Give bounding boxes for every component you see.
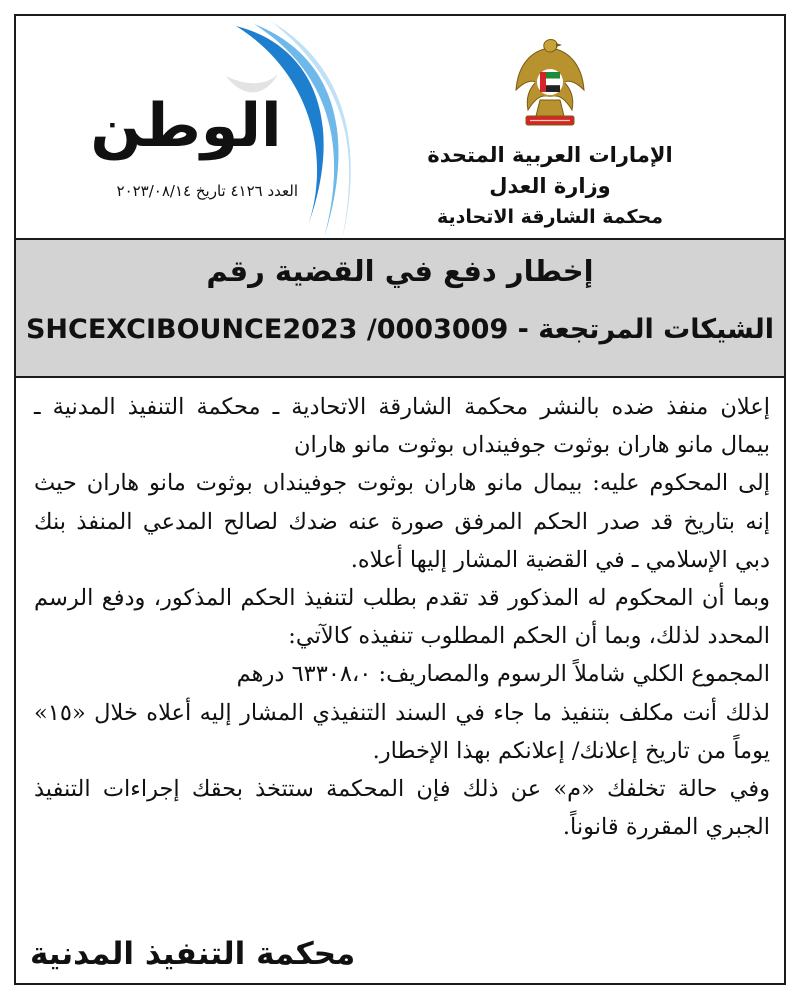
uae-emblem-icon [512, 38, 588, 130]
signature-court: محكمة التنفيذ المدنية [30, 936, 356, 972]
notice-frame [14, 14, 786, 985]
body-paragraph: المجموع الكلي شاملاً الرسوم والمصاريف: ٦٣٣٠٨،٠ درهم [236, 661, 770, 688]
ministry-name: وزارة العدل [489, 174, 611, 198]
body-paragraph: لذلك أنت مكلف بتنفيذ ما جاء في السند التنفيذي المشار إليه أعلاه خلال «١٥» يوماً من تاريخ إعلانك/ إعلانكم بهذا الإخطار. [34, 699, 770, 764]
body-paragraph: وبما أن المحكوم له المذكور قد تقدم بطلب لتنفيذ الحكم المذكور، ودفع الرسم المحدد لذلك، وبما أن الحكم المطلوب تنفيذه كالآتي: [34, 585, 770, 650]
title-band [16, 238, 784, 378]
body-paragraph: إعلان منفذ ضده بالنشر محكمة الشارقة الاتحادية ـ محكمة التنفيذ المدنية ـ بيمال مانو هاران بوثوت جوفينداں بوثوت مانو هاران [34, 394, 770, 459]
court-name: محكمة الشارقة الاتحادية [436, 206, 664, 228]
newspaper-name: الوطن [90, 91, 282, 161]
body-paragraph: إلى المحكوم عليه: بيمال مانو هاران بوثوت جوفينداں بوثوت مانو هاران حيث إنه بتاريخ قد صدر الحكم المرفق صورة عنه ضدك لصالح المدعي المنفذ بنك دبي الإسلامي ـ في القضية المشار إليها أعلاه. [34, 470, 770, 573]
body-paragraph: وفي حالة تخلفك «م» عن ذلك فإن المحكمة ستتخذ بحقك إجراءات التنفيذ الجبري المقررة قانوناً. [34, 776, 770, 841]
notice-title: إخطار دفع في القضية رقم [206, 254, 594, 288]
case-number-title: SHCEXCIBOUNCE2023 /0003009 - الشيكات المرتجعة [25, 314, 774, 345]
issue-date-line: العدد ٤١٢٦ تاريخ ٢٠٢٣/٠٨/١٤ [116, 182, 298, 200]
country-name: الإمارات العربية المتحدة [427, 143, 673, 167]
notice-body [34, 388, 770, 846]
